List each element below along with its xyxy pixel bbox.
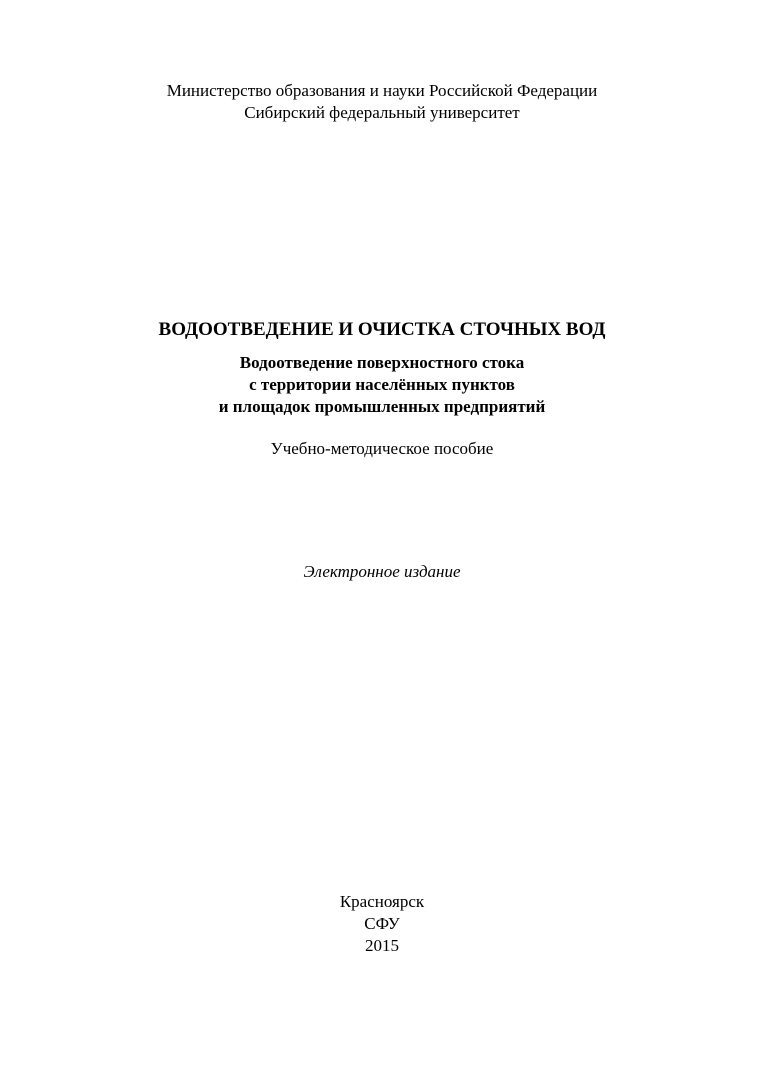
subtitle-line-1: Водоотведение поверхностного стока xyxy=(239,353,525,372)
university-name: Сибирский федеральный университет xyxy=(244,103,520,122)
ministry-name: Министерство образования и науки Российской Федерации xyxy=(166,81,598,100)
imprint-year: 2015 xyxy=(365,936,399,955)
subtitle-line-3: и площадок промышленных предприятий xyxy=(218,397,546,416)
document-type: Учебно-методическое пособие xyxy=(270,439,494,458)
imprint-city: Красноярск xyxy=(339,892,425,911)
document-title: ВОДООТВЕДЕНИЕ И ОЧИСТКА СТОЧНЫХ ВОД xyxy=(158,319,606,340)
subtitle-line-2: с территории населённых пунктов xyxy=(249,375,515,394)
edition-label: Электронное издание xyxy=(303,562,461,581)
imprint-publisher: СФУ xyxy=(364,914,400,933)
